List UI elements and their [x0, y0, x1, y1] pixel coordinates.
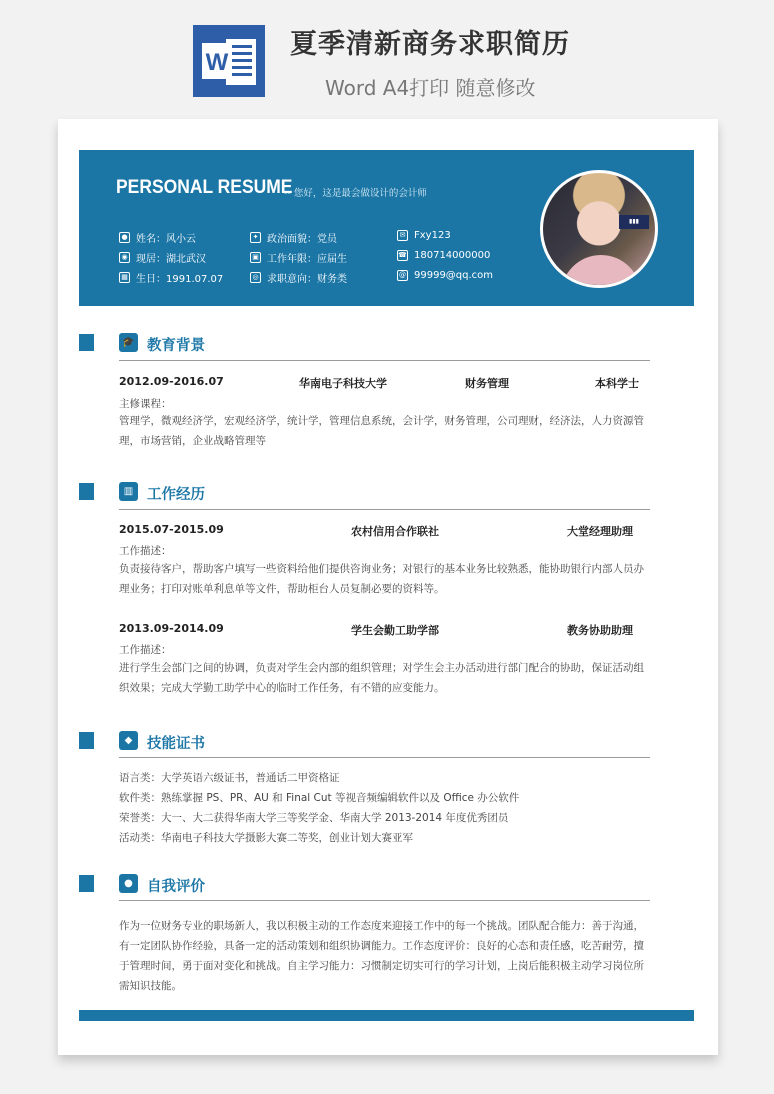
self-eval-title: 自我评价	[147, 879, 205, 895]
footer-bar	[79, 1010, 694, 1021]
job-desc: 进行学生会部门之间的协调，负责对学生会内部的组织管理；对学生会主办活动进行部门配合的协助，保证活动组织效果；完成大学勤工助学中心的临时工作任务，有不错的应变能力。	[119, 662, 644, 694]
job-org: 学生会勤工助学部	[351, 624, 439, 637]
info-birthday: ▦ 生日：1991.07.07	[119, 270, 223, 285]
section-marker	[79, 875, 94, 892]
profile-photo	[540, 170, 658, 288]
photo-backdrop-sign: ▮▮▮	[619, 215, 649, 229]
section-marker	[79, 732, 94, 749]
resume-header	[79, 150, 694, 306]
info-phone: ☎ 180714000000	[398, 250, 491, 261]
section-marker	[79, 334, 94, 351]
skills-title: 技能证书	[147, 736, 205, 752]
banner-title: 夏季清新商务求职简历	[290, 29, 570, 60]
education-date: 2012.09-2016.07	[119, 375, 224, 388]
education-title: 教育背景	[147, 338, 205, 354]
location-icon: ◉	[119, 252, 130, 263]
self-eval-text: 作为一位财务专业的职场新人，我以积极主动的工作态度来迎接工作中的每一个挑战。团队配合能力：善于沟通，有一定团队协作经验，具备一定的活动策划和组织协调能力。工作态度评价：良好的心态和责任感，吃苦耐劳，擅于管理时间，勇于面对变化和挑战。自主学习能力：习惯制定切实可行的学习计划，上岗后能积极主动学习岗位所需知识技能。	[119, 920, 644, 992]
resume-page	[58, 119, 718, 1055]
job-desc: 负责接待客户，帮助客户填写一些资料给他们提供咨询业务；对银行的基本业务比较熟悉，能协助银行内部人员办理业务；打印对账单利息单等文件，帮助柜台人员复制必要的资料等。	[119, 563, 644, 595]
calendar-icon: ▦	[119, 272, 130, 283]
skill-item: 活动类：华南电子科技大学摄影大赛二等奖，创业计划大赛亚军	[119, 832, 413, 844]
job-date: 2013.09-2014.09	[119, 622, 224, 635]
resume-title: PERSONAL RESUME	[116, 177, 293, 198]
education-degree: 本科学士	[595, 377, 639, 390]
job-desc-label: 工作描述：	[119, 644, 172, 656]
chat-icon: ✉	[397, 230, 408, 241]
badge-icon: ✦	[250, 232, 261, 243]
job-date: 2015.07-2015.09	[119, 523, 224, 536]
section-divider	[119, 900, 650, 901]
job-desc-label: 工作描述：	[119, 545, 172, 557]
skill-item: 荣誉类：大一、大二获得华南大学三等奖学金、华南大学 2013-2014 年度优秀团员	[119, 812, 509, 824]
info-email: @ 99999@qq.com	[399, 270, 494, 281]
job-role: 大堂经理助理	[567, 525, 633, 538]
svg-text:W: W	[205, 49, 229, 76]
section-divider	[119, 360, 650, 361]
education-school: 华南电子科技大学	[299, 377, 387, 390]
word-icon	[193, 25, 265, 97]
tag-icon: ◆	[119, 731, 138, 750]
banner-subtitle: Word A4打印 随意修改	[325, 76, 536, 100]
work-title: 工作经历	[147, 487, 205, 503]
phone-icon: ☎	[398, 251, 407, 259]
skill-item: 软件类：熟练掌握 PS、PR、AU 和 Final Cut 等视音频编辑软件以及 Office 办公软件	[119, 792, 520, 804]
user-icon: ●	[119, 232, 130, 243]
info-wechat: ✉ Fxy123	[397, 230, 451, 241]
target-icon: ◎	[250, 272, 261, 283]
info-location: ◉ 现居：湖北武汉	[119, 250, 206, 265]
briefcase-icon: ▣	[250, 252, 261, 263]
info-name: ● 姓名：风小云	[119, 230, 196, 245]
skill-item: 语言类：大学英语六级证书，普通话二甲资格证	[119, 772, 340, 784]
person-icon: ●	[119, 874, 138, 893]
education-major: 财务管理	[465, 377, 509, 390]
chart-icon: ▥	[119, 482, 138, 501]
job-role: 教务协助助理	[567, 624, 633, 637]
courses-label: 主修课程：	[119, 398, 172, 410]
info-intention: ◎ 求职意向：财务类	[250, 270, 347, 285]
mail-icon: @	[399, 271, 406, 279]
graduation-cap-icon: 🎓	[119, 333, 138, 352]
section-divider	[119, 509, 650, 510]
info-experience: ▣ 工作年限：应届生	[250, 250, 347, 265]
info-political: ✦ 政治面貌：党员	[250, 230, 337, 245]
courses-text: 管理学，微观经济学，宏观经济学，统计学，管理信息系统，会计学，财务管理，公司理财，经济法，人力资源管理，市场营销，企业战略管理等	[119, 415, 644, 447]
job-org: 农村信用合作联社	[351, 525, 439, 538]
top-banner	[0, 0, 774, 108]
section-divider	[119, 757, 650, 758]
resume-tagline: -- 您好，这是最会做设计的会计师	[284, 188, 427, 199]
section-marker	[79, 483, 94, 500]
